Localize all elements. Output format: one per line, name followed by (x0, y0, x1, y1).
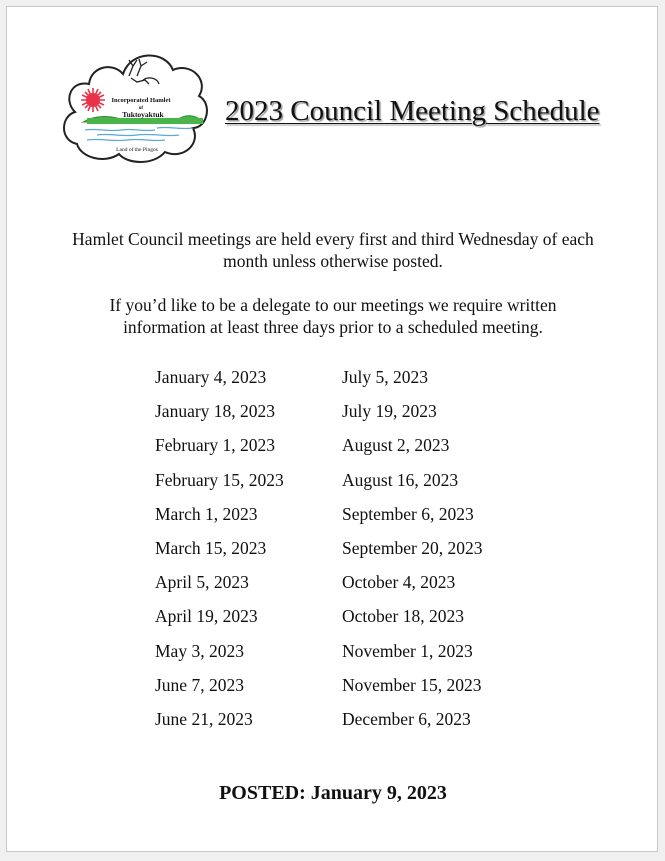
date-right: November 15, 2023 (342, 674, 482, 695)
intro-paragraph-1 (7, 228, 659, 272)
date-right: October 4, 2023 (342, 572, 456, 593)
date-left: March 15, 2023 (155, 537, 267, 558)
date-left: January 18, 2023 (155, 401, 276, 422)
posted-date: POSTED: January 9, 2023 (219, 782, 447, 804)
intro-line: If you’d like to be a delegate to our meetings we require written (109, 295, 557, 315)
date-left: June 21, 2023 (155, 708, 253, 729)
logo-line2: of (138, 106, 144, 111)
date-right: November 1, 2023 (342, 640, 473, 661)
date-right: July 5, 2023 (342, 367, 429, 387)
date-left: January 4, 2023 (155, 367, 267, 387)
intro-paragraph-2 (7, 294, 659, 338)
intro-line: information at least three days prior to a scheduled meeting. (123, 317, 543, 337)
date-left: April 5, 2023 (155, 572, 249, 593)
date-left: February 15, 2023 (155, 469, 284, 490)
logo-tagline: Land of the Pingos (116, 147, 158, 153)
logo-line1: Incorporated Hamlet (111, 97, 171, 104)
date-right: October 18, 2023 (342, 606, 464, 627)
date-left: February 1, 2023 (155, 435, 276, 456)
date-right: September 20, 2023 (342, 537, 483, 558)
intro-line: Hamlet Council meetings are held every first and third Wednesday of each (72, 229, 594, 249)
document-page (6, 6, 658, 852)
date-left: May 3, 2023 (155, 640, 244, 661)
date-right: August 16, 2023 (342, 469, 459, 490)
date-right: December 6, 2023 (342, 708, 471, 729)
date-left: June 7, 2023 (155, 674, 244, 695)
date-right: July 19, 2023 (342, 401, 437, 422)
logo-line3: Tuktoyaktuk (122, 110, 164, 119)
intro-line: month unless otherwise posted. (223, 251, 443, 271)
date-left: March 1, 2023 (155, 503, 258, 524)
hamlet-logo (57, 44, 211, 164)
page-title: 2023 Council Meeting Schedule (225, 95, 600, 127)
date-left: April 19, 2023 (155, 606, 258, 627)
date-right: September 6, 2023 (342, 503, 474, 524)
date-right: August 2, 2023 (342, 435, 450, 456)
